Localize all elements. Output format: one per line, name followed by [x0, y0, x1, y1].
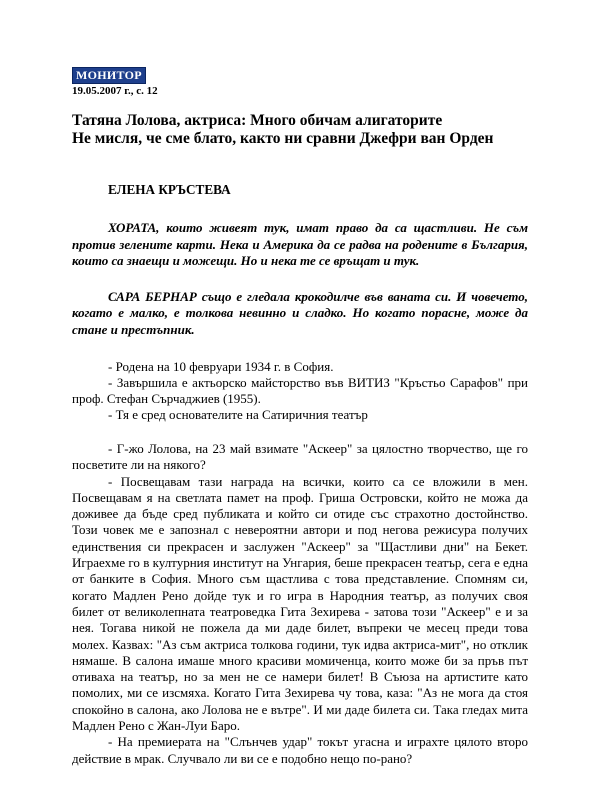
lead-paragraph-1: ХОРАТА, които живеят тук, имат право да са щастливи. Не съм против зелените карти. Нека и Америка да се радва на родените в България, които са знаещи и можещи. Но и нека те се връщат и тук. [72, 220, 528, 268]
publication-dateline: 19.05.2007 г., с. 12 [72, 85, 158, 97]
interview-question: - На премиерата на "Слънчев удар" токът угасна и играхте цялото второ действие в мрак. Случвало ли ви се е подобно нещо по-рано? [72, 734, 528, 766]
biography-section [72, 359, 528, 423]
headline [72, 112, 528, 148]
interview-body [72, 441, 528, 767]
headline-line-2: Не мисля, че сме блато, както ни сравни Джефри ван Орден [72, 130, 494, 147]
interview-question: - Г-жо Лолова, на 23 май взимате "Аскеер" за цялостно творчество, ще го посветите ли на някого? [72, 441, 528, 473]
document-page [72, 66, 528, 767]
bio-line: - Завършила е актьорско майсторство във ВИТИЗ "Кръстьо Сарафов" при проф. Стефан Сърчаджиев (1955). [72, 375, 528, 406]
interview-answer: - Посвещавам тази награда на всички, които са се вложили в мен. Посвещавам я на светлата памет на проф. Гриша Островски, който не можа да доживее да бъде сред публиката и който си отиде със страхотно достойнство. Този човек ме е запознал с невероятни автори и под негова режисура получих единствения си прекрасен и заслужен "Аскеер" за "Щастливи дни" на Бекет. Играехме го в културния институт на Унгария, беше прекрасен театър, сега е една от банките в София. Много съм щастлива с това представление. Спомням си, когато Мадлен Рено дойде тук и го игра в Народния театър, аз получих своя билет от великолепната театроведка Гита Зехирева - затова този "Аскеер" е и за нея. Тогава никой не пожела да ми даде билет, въпреки че месец преди това молех. Казвах: "Аз съм актриса толкова години, тук идва актриса-мит", но отклик нямаше. В салона имаше много красиви момиченца, които може би за пръв път отиваха на театър, но за мен не се намери билет! В Съюза на артистите като помолих, ми се изсмяха. Когато Гита Зехирева чу това, каза: "Аз не мога да стоя спокойно в салона, ако Лолова не е вътре". И ми даде билета си. Така гледах мита Мадлен Рено с Жан-Луи Баро. [72, 473, 528, 734]
publication-logo: МОНИТОР [72, 67, 146, 84]
lead-paragraph-2: САРА БЕРНАР също е гледала крокодилче във ваната си. И човечето, когато е малко, е толкова невинно и сладко. Но когато порасне, може да стане и престъпник. [72, 288, 528, 337]
author-byline: ЕЛЕНА КРЪСТЕВА [108, 182, 231, 197]
bio-line: - Родена на 10 февруари 1934 г. в София. [108, 359, 334, 374]
headline-line-1: Татяна Лолова, актриса: Много обичам алигаторите [72, 112, 443, 129]
bio-line: - Тя е сред основателите на Сатиричния театър [108, 407, 368, 422]
